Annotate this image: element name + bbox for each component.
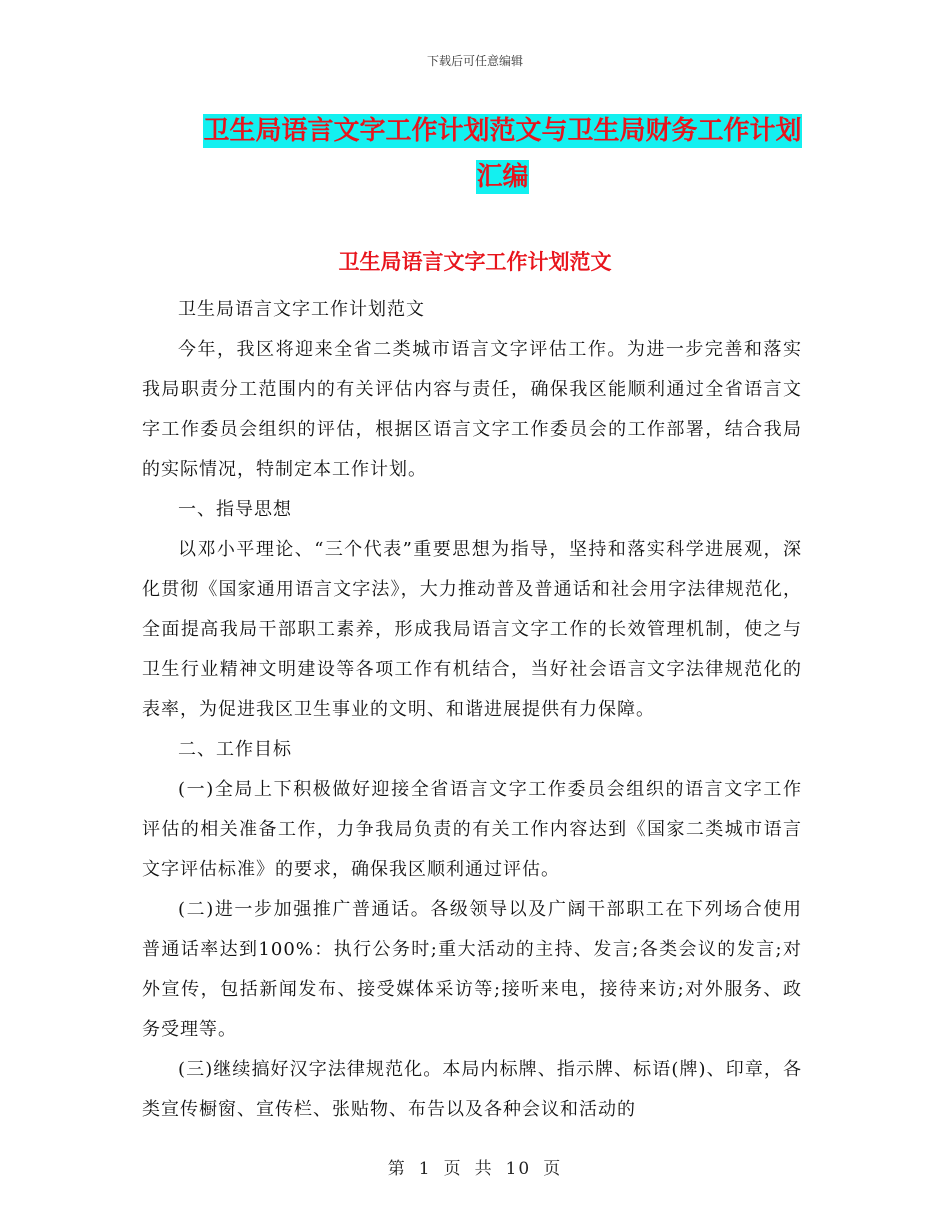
footer-total-pages: 10 <box>505 1159 532 1179</box>
paragraph-goal-3: (三)继续搞好汉字法律规范化。本局内标牌、指示牌、标语(牌)、印章，各类宣传橱窗、宣传栏、张贴物、布告以及各种会议和活动的 <box>142 1059 802 1120</box>
footer-page-unit: 页 <box>443 1159 463 1179</box>
footer-total-label: 共 <box>474 1159 494 1179</box>
document-title <box>190 108 815 200</box>
paragraph-goal-2: (二)进一步加强推广普通话。各级领导以及广阔干部职工在下列场合使用普通话率达到100%：执行公务时;重大活动的主持、发言;各类会议的发言;对外宣传，包括新闻发布、接受媒体采访等;接听来电，接待来访;对外服务、政务受理等。 <box>142 899 802 1040</box>
document-body <box>142 290 802 1130</box>
document-title-line-2: 汇编 <box>476 162 529 192</box>
paragraph-intro: 今年，我区将迎来全省二类城市语言文字评估工作。为进一步完善和落实我局职责分工范围内的有关评估内容与责任，确保我区能顺利通过全省语言文字工作委员会组织的评估，根据区语言文字工作委员会的工作部署，结合我局的实际情况，特制定本工作计划。 <box>142 339 802 480</box>
paragraph-section-2-heading: 二、工作目标 <box>178 739 292 760</box>
paragraph-section-1-heading: 一、指导思想 <box>178 499 292 520</box>
section-title: 卫生局语言文字工作计划范文 <box>338 250 612 274</box>
page-footer <box>0 1154 950 1179</box>
paragraph-guiding-ideology: 以邓小平理论、“三个代表”重要思想为指导，坚持和落实科学进展观，深化贯彻《国家通用语言文字法》，大力推动普及普通话和社会用字法律规范化，全面提高我局干部职工素养，形成我局语言文字工作的长效管理机制，使之与卫生行业精神文明建设等各项工作有机结合，当好社会语言文字法律规范化的表率，为促进我区卫生事业的文明、和谐进展提供有力保障。 <box>142 539 802 720</box>
footer-total-unit: 页 <box>543 1159 563 1179</box>
footer-page-label: 第 <box>387 1159 407 1179</box>
paragraph-goal-1: (一)全局上下积极做好迎接全省语言文字工作委员会组织的语言文字工作评估的相关准备工作，力争我局负责的有关工作内容达到《国家二类城市语言文字评估标准》的要求，确保我区顺利通过评估。 <box>142 779 802 880</box>
document-title-line-1: 卫生局语言文字工作计划范文与卫生局财务工作计划 <box>203 116 802 146</box>
footer-page-number: 1 <box>418 1159 432 1179</box>
paragraph-heading: 卫生局语言文字工作计划范文 <box>178 299 425 320</box>
header-note: 下载后可任意编辑 <box>426 54 523 68</box>
